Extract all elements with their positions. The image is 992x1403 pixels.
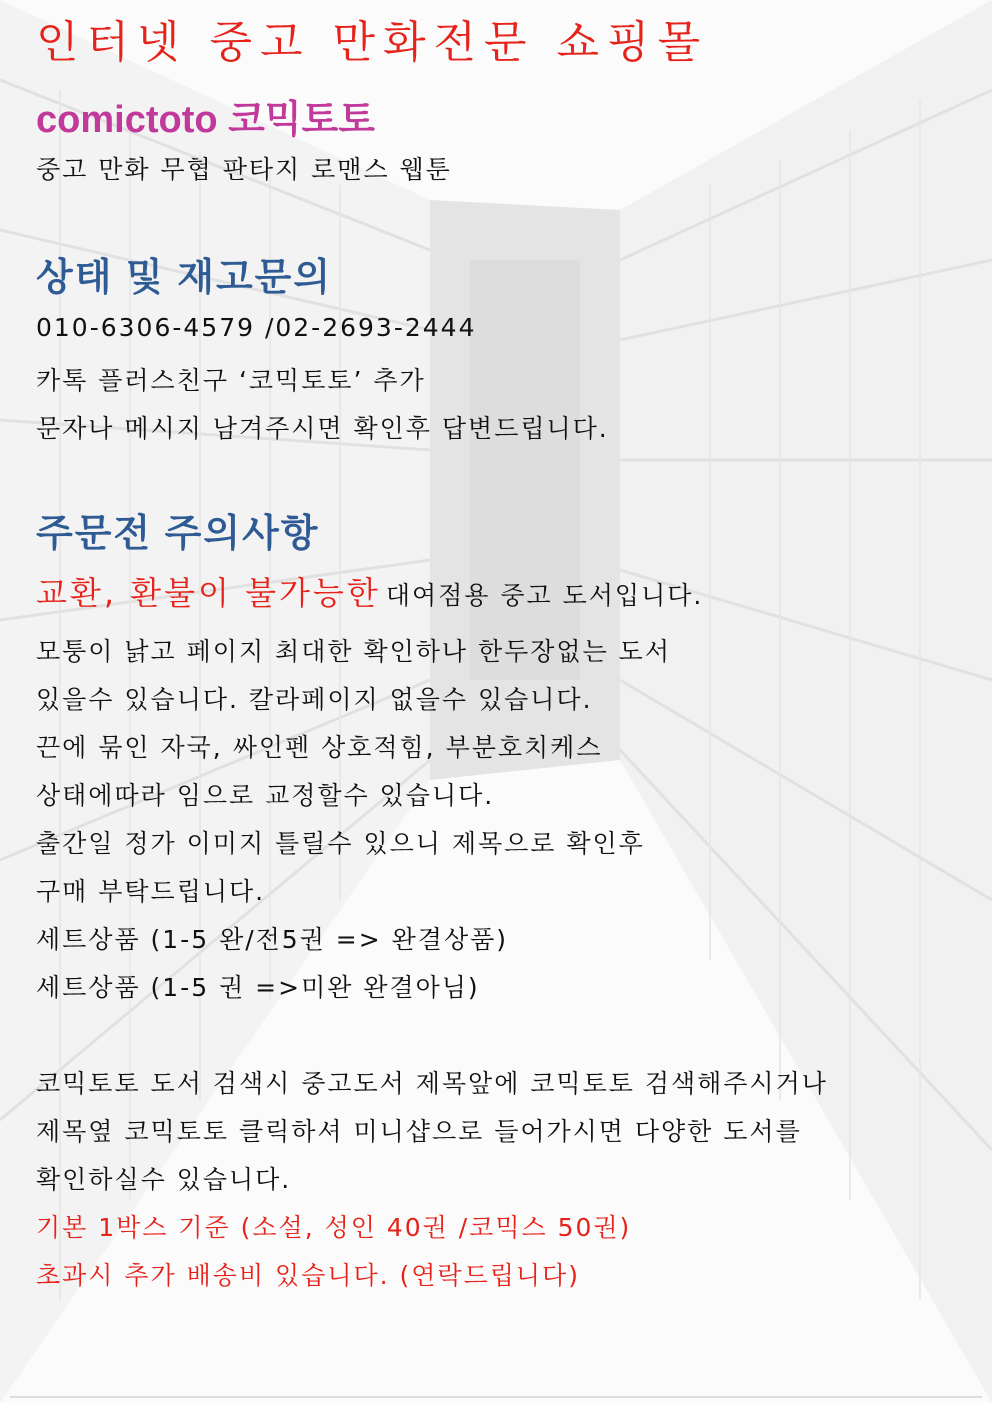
set-product-incomplete: 세트상품 (1-5 권 =>미완 완결아님) [36,973,480,1002]
notice-line: 출간일 정가 이미지 틀릴수 있으니 제목으로 확인후 [36,829,645,858]
inquiry-heading: 상태 및 재고문의 [36,257,333,299]
notice-heading: 주문전 주의사항 [36,513,320,555]
notice-line: 있을수 있습니다. 칼라페이지 없을수 있습니다. [36,685,593,714]
message-info: 문자나 메시지 남겨주시면 확인후 답변드립니다. [36,414,609,443]
page-title: 인터넷 중고 만화전문 쇼핑몰 [36,17,709,68]
shipping-extra-fee: 초과시 추가 배송비 있습니다. (연락드립니다) [36,1261,580,1290]
no-refund-rest: 대여점용 중고 도서입니다. [385,581,704,610]
category-list: 중고 만화 무협 판타지 로맨스 웹툰 [36,155,452,184]
notice-line: 모퉁이 낡고 페이지 최대한 확인하나 한두장없는 도서 [36,637,671,666]
notice-line: 구매 부탁드립니다. [36,877,266,906]
notice-line: 상태에따라 임으로 교정할수 있습니다. [36,781,495,810]
set-product-complete: 세트상품 (1-5 완/전5권 => 완결상품) [36,925,509,954]
no-refund-emphasis: 교환, 환불이 불가능한 [36,574,381,612]
bottom-divider [10,1396,982,1398]
shipping-box-info: 기본 1박스 기준 (소설, 성인 40권 /코믹스 50권) [36,1213,632,1242]
search-info-line: 제목옆 코믹토토 클릭하셔 미니샵으로 들어가시면 다양한 도서를 [36,1117,802,1146]
notice-line: 끈에 묶인 자국, 싸인펜 상호적힘, 부분호치케스 [36,733,603,762]
kakao-friend: 카톡 플러스친구 ‘코믹토토’ 추가 [36,366,426,395]
search-info-line: 코믹토토 도서 검색시 중고도서 제목앞에 코믹토토 검색해주시거나 [36,1069,828,1098]
phone-numbers: 010-6306-4579 /02-2693-2444 [36,313,477,342]
no-refund-line [36,568,703,614]
brand-name: comictoto 코믹토토 [36,99,375,141]
search-info-line: 확인하실수 있습니다. [36,1165,292,1194]
